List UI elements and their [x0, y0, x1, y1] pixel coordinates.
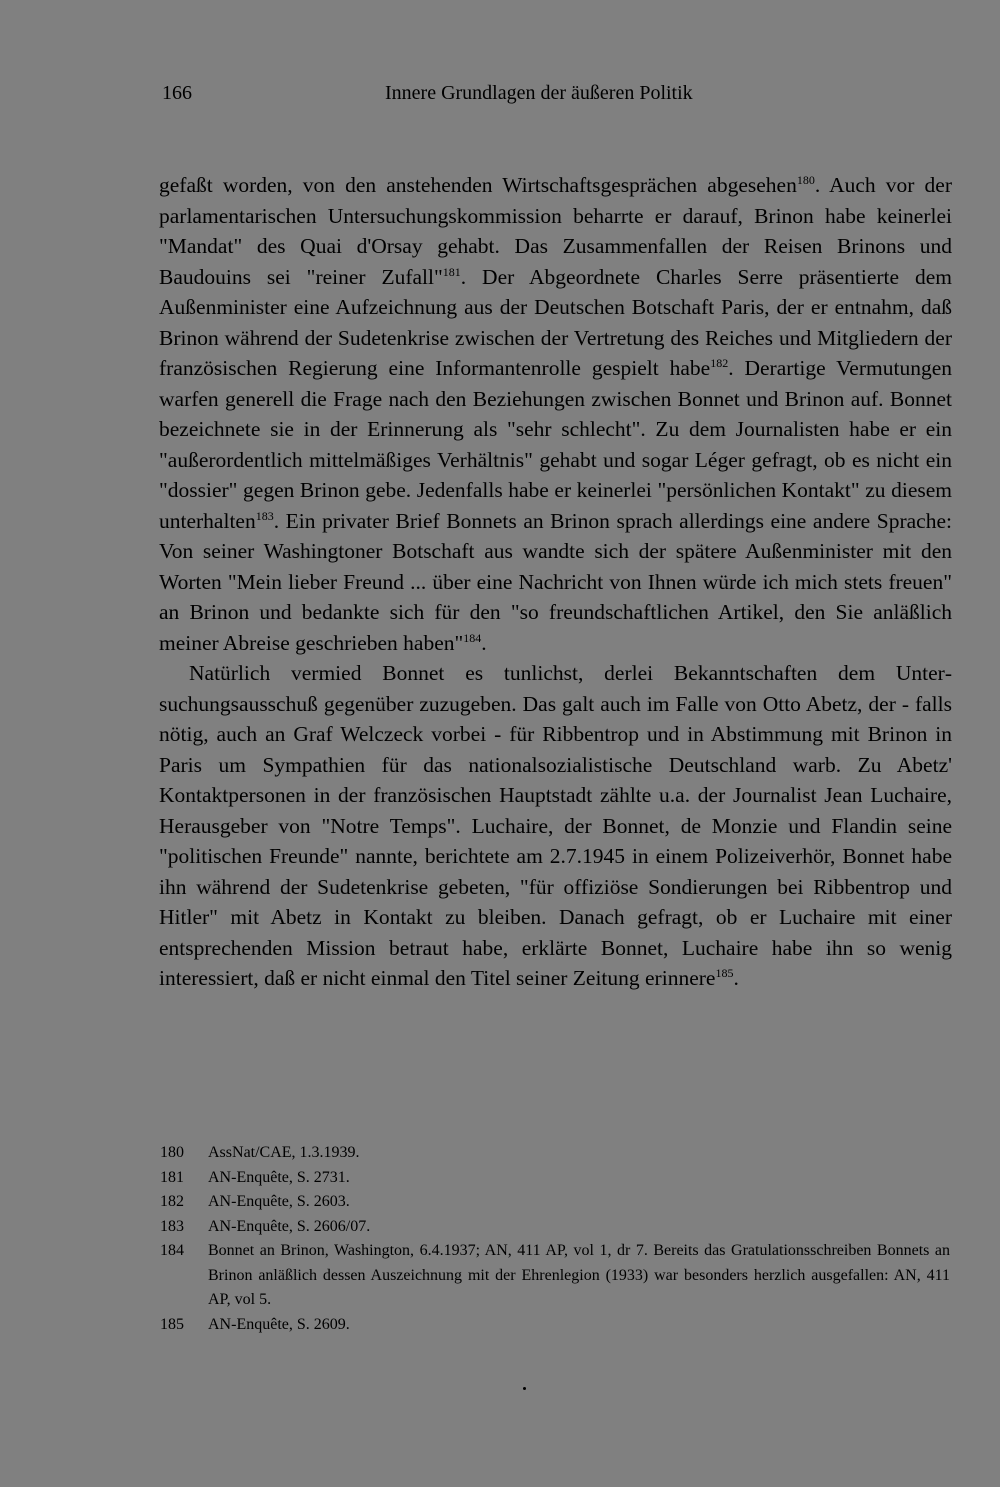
- scan-speck: [523, 1387, 526, 1390]
- text-run: .: [481, 630, 487, 655]
- footnote: [160, 1190, 950, 1215]
- text-run: Natürlich vermied Bonnet es tunlichst, derlei Bekanntschaften dem Untersuchungsausschuß gegenüber zuzugeben. Das galt auch im Falle von Otto Abetz, der - falls nötig, auch an Graf Welczeck vorbei - für Ribbentrop und in Abstimmung mit Brinon in Paris um Sympathien für das nationalsozialistische Deutschland warb. Zu Abetz' Kontaktpersonen in der französischen Hauptstadt zählte u.a. der Journalist Jean Luchaire, Herausgeber von "Notre Temps". Luchaire, der Bonnet, de Monzie und Flandin seine "politischen Freunde" nannte, berichtete am 2.7.1945 in einem Polizeiverhör, Bonnet habe ihn während der Sudetenkrise gebeten, "für offiziöse Sondierungen bei Ribbentrop und Hitler" mit Abetz in Kontakt zu bleiben. Danach gefragt, ob er Luchaire mit einer entsprechenden Mission betraut habe, erklärte Bonnet, Luchaire habe ihn so wenig interessiert, daß er nicht einmal den Titel seiner Zeitung erinnere: [159, 661, 952, 990]
- footnote-text: AN-Enquête, S. 2606/07.: [208, 1217, 371, 1235]
- footnote-ref-180: 180: [796, 172, 815, 187]
- footnote-number: 183: [160, 1217, 184, 1235]
- footnote: [160, 1166, 950, 1191]
- footnote-text: AN-Enquête, S. 2603.: [208, 1193, 350, 1210]
- footnote-ref-181: 181: [442, 264, 461, 279]
- paragraph-2: [159, 658, 952, 994]
- footnote-ref-185: 185: [715, 965, 734, 980]
- footnote-number: 181: [160, 1168, 184, 1186]
- footnote-text: AssNat/CAE, 1.3.1939.: [208, 1144, 360, 1161]
- footnote: [160, 1141, 950, 1166]
- footnote-text: AN-Enquête, S. 2609.: [208, 1315, 350, 1333]
- footnote-number: 185: [160, 1315, 184, 1333]
- footnote-number: 182: [160, 1193, 184, 1210]
- footnotes: [160, 1141, 950, 1337]
- footnote: [160, 1313, 950, 1338]
- paragraph-1: [159, 170, 952, 658]
- body-text: [159, 170, 952, 994]
- footnote-text: Bonnet an Brinon, Washington, 6.4.1937; AN, 411 AP, vol 1, dr 7. Bereits das Gratulationsschreiben Bonnets an Brinon anläßlich dessen Auszeichnung mit der Ehrenlegion (1933) war besonders herzlich ausgefallen: AN, 411 AP, vol 5.: [208, 1242, 950, 1308]
- footnote-number: 184: [160, 1242, 184, 1259]
- text-run: . Derartige Vermutungen warfen generell die Frage nach den Beziehungen zwischen Bonnet und Brinon auf. Bonnet bezeichnete sie in der Erinnerung als "sehr schlecht". Zu dem Journalisten habe er ein "außerordentlich mittelmäßiges Verhältnis" gehabt und sogar Léger gefragt, ob es nicht ein "dossier" gegen Brinon gebe. Jedenfalls habe er keinerlei "persönlichen Kontakt" zu diesem unterhalten: [159, 356, 952, 533]
- text-run: .: [733, 966, 739, 990]
- running-title: Innere Grundlagen der äußeren Politik: [385, 82, 693, 104]
- footnote-ref-182: 182: [710, 355, 729, 370]
- footnote: [160, 1239, 950, 1313]
- footnote-number: 180: [160, 1144, 184, 1161]
- footnote-text: AN-Enquête, S. 2731.: [208, 1168, 350, 1186]
- page-number: 166: [162, 82, 192, 104]
- text-run: . Der Abgeordnete Charles Serre präsentierte dem Außenminister eine Aufzeichnung aus der Deutschen Botschaft Paris, der er entnahm, daß Brinon während der Sudetenkrise zwischen der Vertretung des Reiches und Mitgliedern der französischen Regierung eine Informantenrolle gespielt habe: [159, 264, 952, 380]
- footnote: [160, 1215, 950, 1240]
- footnote-ref-184: 184: [463, 630, 482, 645]
- text-run: . Ein privater Brief Bonnets an Brinon sprach allerdings eine andere Sprache: Von seiner Washingtoner Botschaft aus wandte sich der spätere Außenminister mit den Worten "Mein lieber Freund ... über eine Nachricht von Ihnen würde ich mich stets freuen" an Brinon und bedankte sich für den "so freundschaftlichen Artikel, den Sie anläßlich meiner Abreise geschrieben haben": [159, 508, 952, 655]
- page-header: [162, 82, 952, 112]
- text-run: gefaßt worden, von den anstehenden Wirtschaftsgesprächen abgesehen: [159, 173, 797, 197]
- footnote-ref-183: 183: [255, 508, 274, 523]
- text-run: . Auch vor der parlamentarischen Untersuchungskommission beharrte er darauf, Brinon habe keinerlei "Mandat" des Quai d'Orsay gehabt. Das Zusammenfallen der Reisen Brinons und Baudouins sei "reiner Zufall": [159, 173, 953, 289]
